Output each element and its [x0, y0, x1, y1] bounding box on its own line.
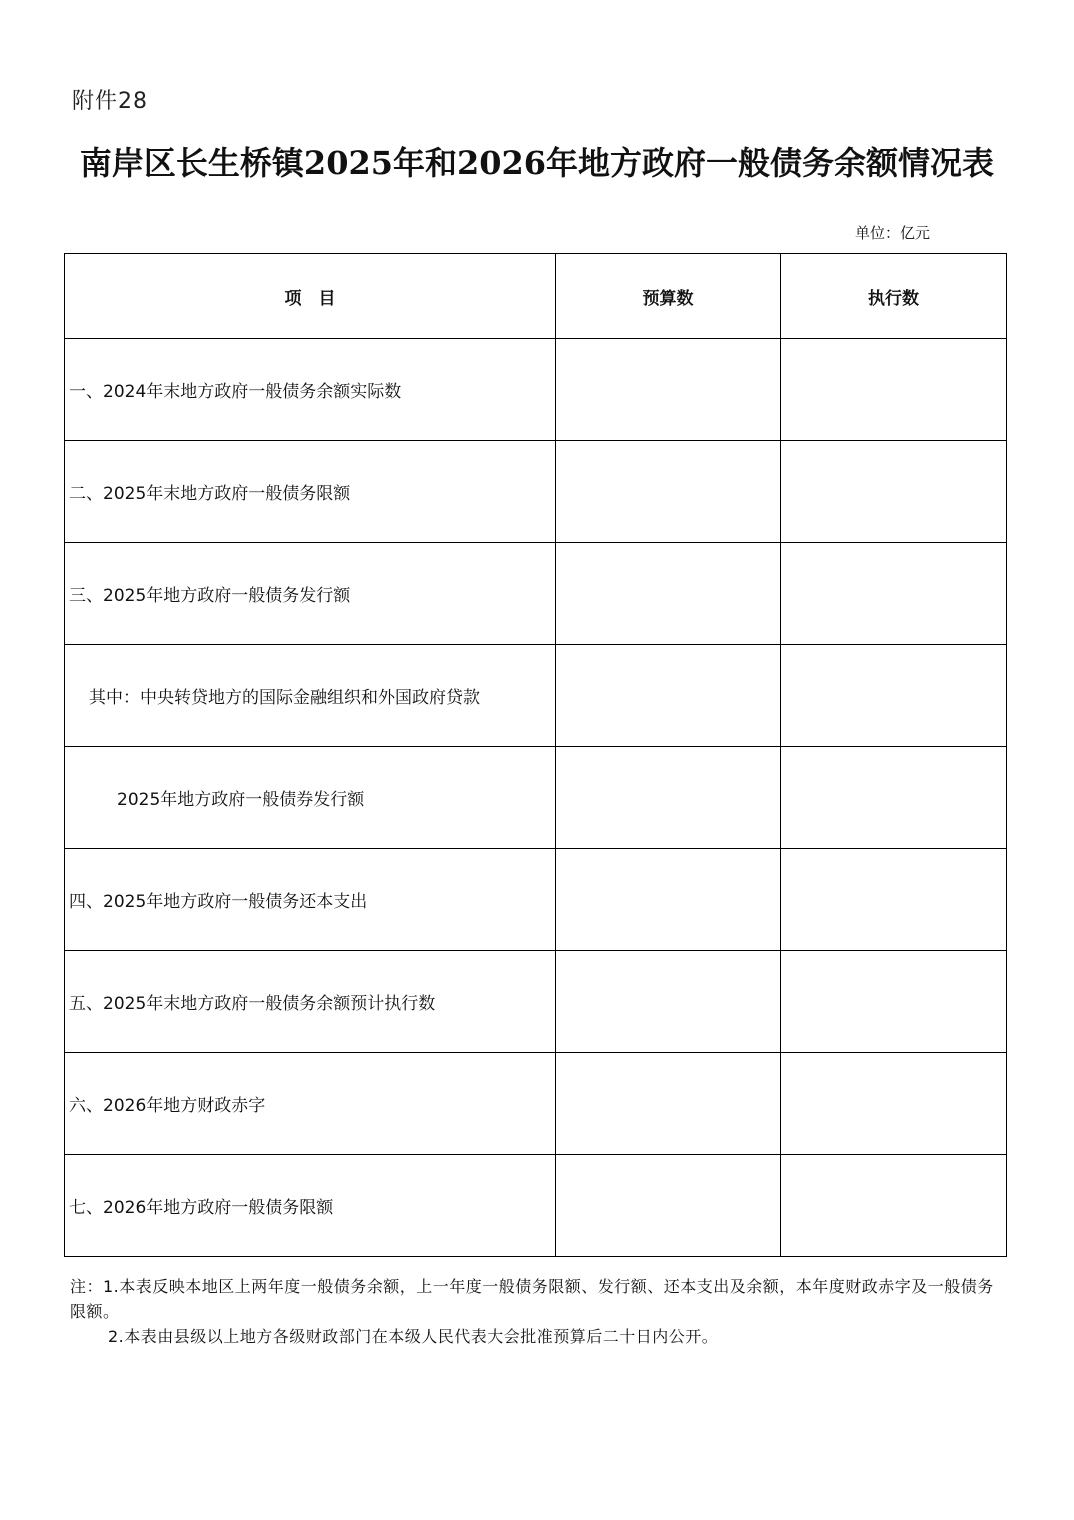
header-item: 项 目	[65, 254, 556, 339]
table-row	[65, 441, 1007, 543]
row-actual	[781, 441, 1007, 543]
attachment-label: 附件28	[72, 89, 148, 114]
table-row	[65, 543, 1007, 645]
note-1: 注：1.本表反映本地区上两年度一般债务余额，上一年度一般债务限额、发行额、还本支出及余额，本年度财政赤字及一般债务限额。	[70, 1277, 994, 1321]
row-item: 五、2025年末地方政府一般债务余额预计执行数	[65, 951, 556, 1053]
row-item: 六、2026年地方财政赤字	[65, 1053, 556, 1155]
row-actual	[781, 1053, 1007, 1155]
row-budget	[556, 1053, 781, 1155]
row-item: 四、2025年地方政府一般债务还本支出	[65, 849, 556, 951]
row-item: 一、2024年末地方政府一般债务余额实际数	[65, 339, 556, 441]
header-actual: 执行数	[781, 254, 1007, 339]
row-budget	[556, 747, 781, 849]
notes	[70, 1274, 1010, 1349]
row-budget	[556, 951, 781, 1053]
table-row	[65, 747, 1007, 849]
row-item: 七、2026年地方政府一般债务限额	[65, 1155, 556, 1257]
row-actual	[781, 951, 1007, 1053]
table-row	[65, 645, 1007, 747]
row-actual	[781, 543, 1007, 645]
note-2: 2.本表由县级以上地方各级财政部门在本级人民代表大会批准预算后二十日内公开。	[108, 1327, 719, 1346]
unit-label: 单位：亿元	[855, 224, 931, 242]
row-budget	[556, 339, 781, 441]
row-actual	[781, 1155, 1007, 1257]
row-item: 三、2025年地方政府一般债务发行额	[65, 543, 556, 645]
page-title: 南岸区长生桥镇2025年和2026年地方政府一般债务余额情况表	[79, 144, 995, 182]
row-actual	[781, 747, 1007, 849]
table-row	[65, 951, 1007, 1053]
table-row	[65, 1155, 1007, 1257]
row-actual	[781, 849, 1007, 951]
row-actual	[781, 339, 1007, 441]
row-actual	[781, 645, 1007, 747]
row-budget	[556, 543, 781, 645]
table-row	[65, 849, 1007, 951]
header-budget: 预算数	[556, 254, 781, 339]
row-budget	[556, 645, 781, 747]
row-item: 其中：中央转贷地方的国际金融组织和外国政府贷款	[65, 645, 556, 747]
row-item: 2025年地方政府一般债券发行额	[65, 747, 556, 849]
debt-table	[64, 253, 1007, 1257]
row-budget	[556, 849, 781, 951]
row-budget	[556, 1155, 781, 1257]
row-budget	[556, 441, 781, 543]
table-header-row	[65, 254, 1007, 339]
table-row	[65, 1053, 1007, 1155]
row-item: 二、2025年末地方政府一般债务限额	[65, 441, 556, 543]
table-row	[65, 339, 1007, 441]
